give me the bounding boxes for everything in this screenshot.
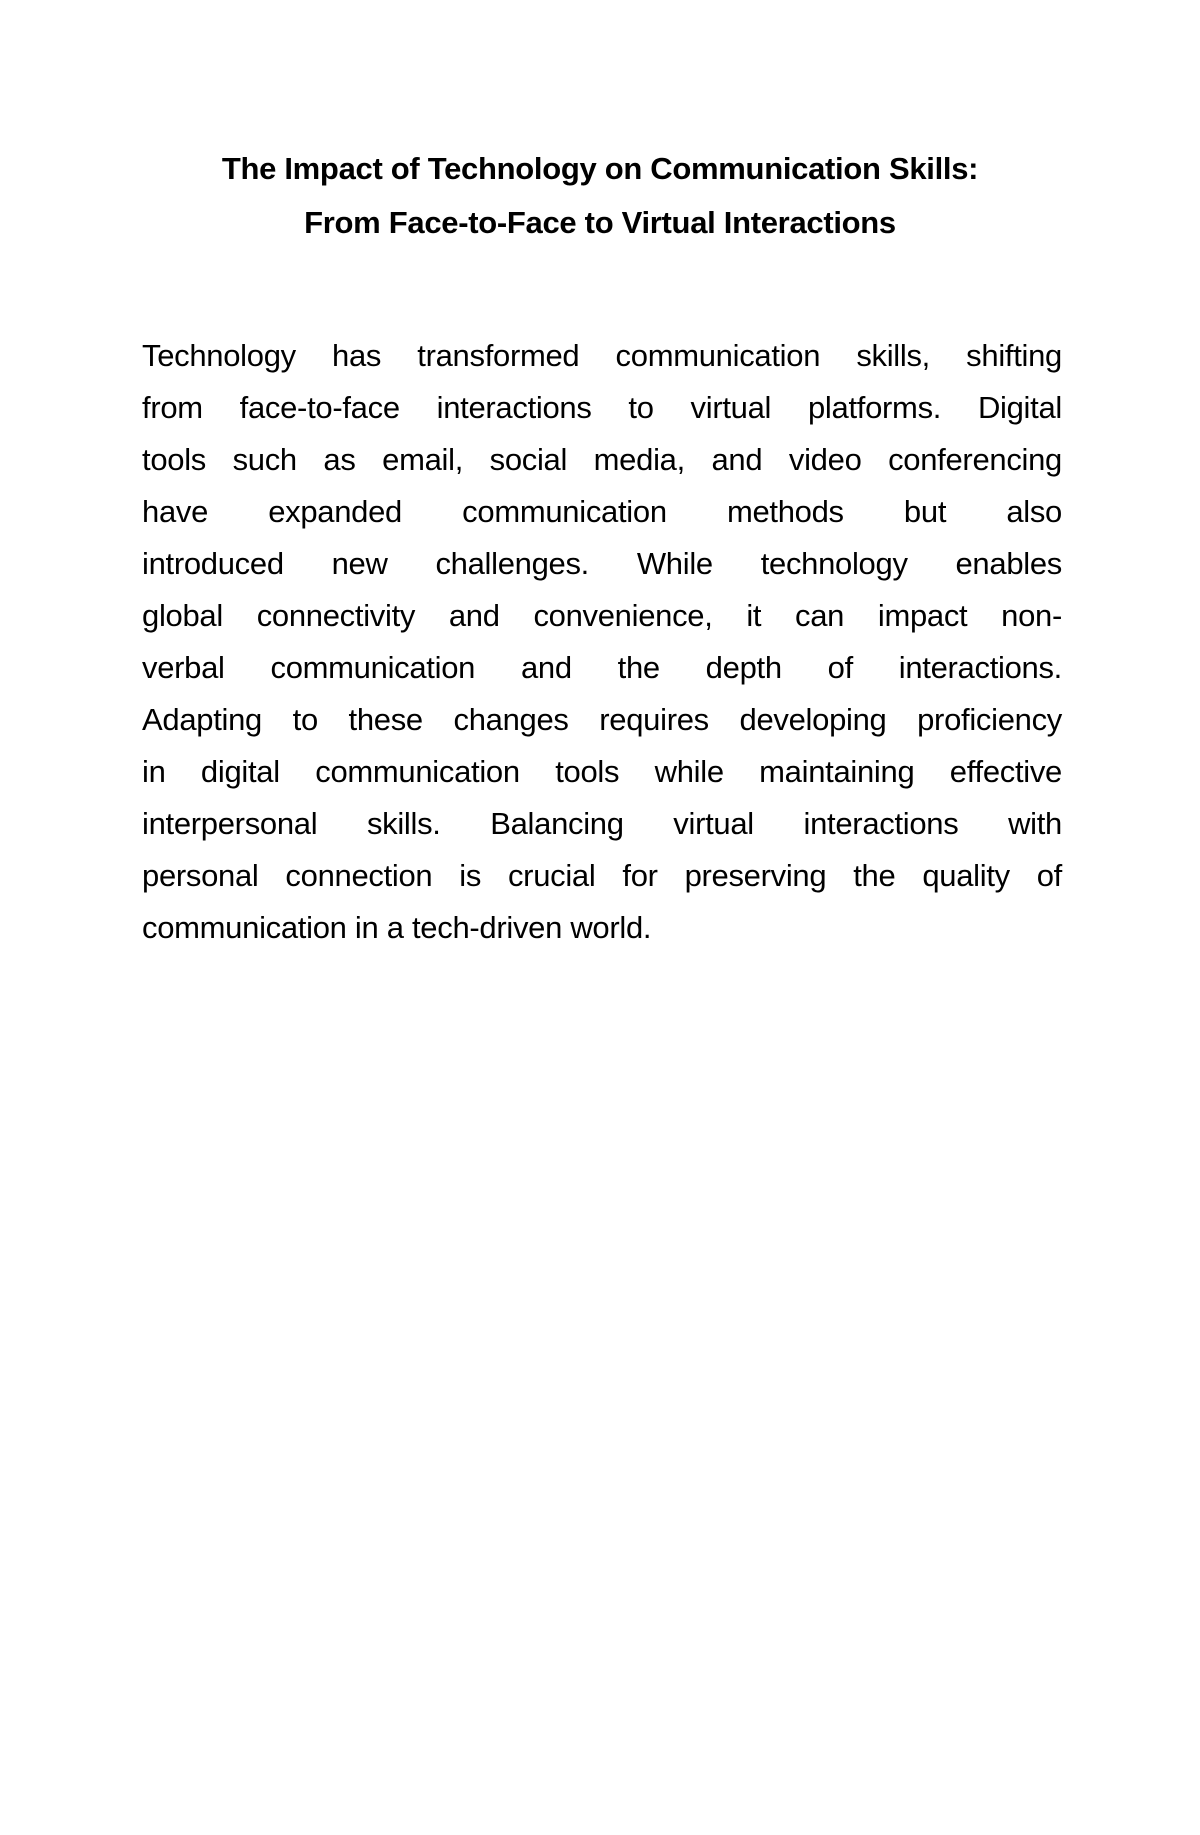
body-line: from face-to-face interactions to virtual platforms. Digital xyxy=(142,390,1062,425)
body-line: introduced new challenges. While technology enables xyxy=(142,546,1062,581)
body-line: interpersonal skills. Balancing virtual interactions with xyxy=(142,806,1062,841)
body-line: tools such as email, social media, and video conferencing xyxy=(142,442,1062,477)
document-title xyxy=(0,142,1200,250)
body-paragraph xyxy=(142,330,1062,954)
title-line-1: The Impact of Technology on Communication Skills: xyxy=(221,151,979,186)
title-line-2: From Face-to-Face to Virtual Interactions xyxy=(304,205,896,240)
body-line: communication in a tech-driven world. xyxy=(142,910,652,945)
body-line: verbal communication and the depth of interactions. xyxy=(142,650,1062,685)
body-line: Adapting to these changes requires developing proficiency xyxy=(142,702,1062,737)
body-line: personal connection is crucial for preserving the quality of xyxy=(142,858,1062,893)
body-line: Technology has transformed communication skills, shifting xyxy=(142,338,1062,373)
body-line: in digital communication tools while maintaining effective xyxy=(142,754,1062,789)
body-line: have expanded communication methods but also xyxy=(142,494,1062,529)
body-line: global connectivity and convenience, it can impact non- xyxy=(142,598,1062,633)
